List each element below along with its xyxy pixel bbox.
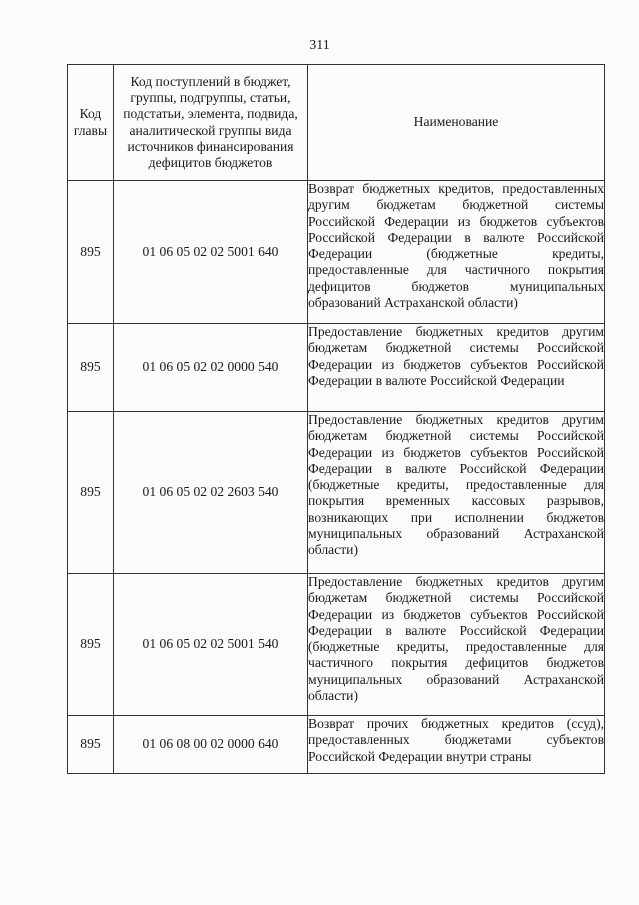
cell-name: Возврат бюджетных кредитов, предоставленных другим бюджетам бюджетной системы Российской Федерации из бюджетов субъектов Российской Федерации в валюте Российской Федерации (бюджетные кредиты, предоставленные для частичного покрытия дефицитов бюджетов муниципальных образований Астраханской области) — [308, 181, 605, 324]
header-naimenovanie: Наименование — [308, 65, 605, 181]
header-code-glavy: Код главы — [68, 65, 114, 181]
page-number: 311 — [309, 38, 330, 53]
header-code-postupleniy: Код поступлений в бюджет, группы, подгруппы, статьи, подстатьи, элемента, подвида, аналитической группы вида источников финансирования дефицитов бюджетов — [114, 65, 308, 181]
budget-codes-table — [67, 64, 605, 774]
cell-code: 01 06 08 00 02 0000 640 — [114, 716, 308, 774]
cell-name: Предоставление бюджетных кредитов другим бюджетам бюджетной системы Российской Федерации из бюджетов субъектов Российской Федерации в валюте Российской Федерации (бюджетные кредиты, предоставленные для покрытия временных кассовых разрывов, возникающих при исполнении бюджетов муниципальных образований Астраханской области) — [308, 412, 605, 574]
cell-name: Возврат прочих бюджетных кредитов (ссуд), предоставленных бюджетами субъектов Российской Федерации внутри страны — [308, 716, 605, 774]
cell-glava: 895 — [68, 412, 114, 574]
cell-glava: 895 — [68, 574, 114, 716]
table-header-row — [68, 65, 605, 181]
table-row — [68, 574, 605, 716]
cell-code: 01 06 05 02 02 5001 640 — [114, 181, 308, 324]
cell-glava: 895 — [68, 716, 114, 774]
table-row — [68, 412, 605, 574]
cell-glava: 895 — [68, 181, 114, 324]
cell-name: Предоставление бюджетных кредитов другим бюджетам бюджетной системы Российской Федерации из бюджетов субъектов Российской Федерации в валюте Российской Федерации — [308, 324, 605, 412]
cell-code: 01 06 05 02 02 5001 540 — [114, 574, 308, 716]
table-row — [68, 181, 605, 324]
table-row — [68, 716, 605, 774]
cell-code: 01 06 05 02 02 2603 540 — [114, 412, 308, 574]
cell-glava: 895 — [68, 324, 114, 412]
table-row — [68, 324, 605, 412]
cell-code: 01 06 05 02 02 0000 540 — [114, 324, 308, 412]
cell-name: Предоставление бюджетных кредитов другим бюджетам бюджетной системы Российской Федерации из бюджетов субъектов Российской Федерации в валюте Российской Федерации (бюджетные кредиты, предоставленные для частичного покрытия дефицитов бюджетов муниципальных образований Астраханской области) — [308, 574, 605, 716]
